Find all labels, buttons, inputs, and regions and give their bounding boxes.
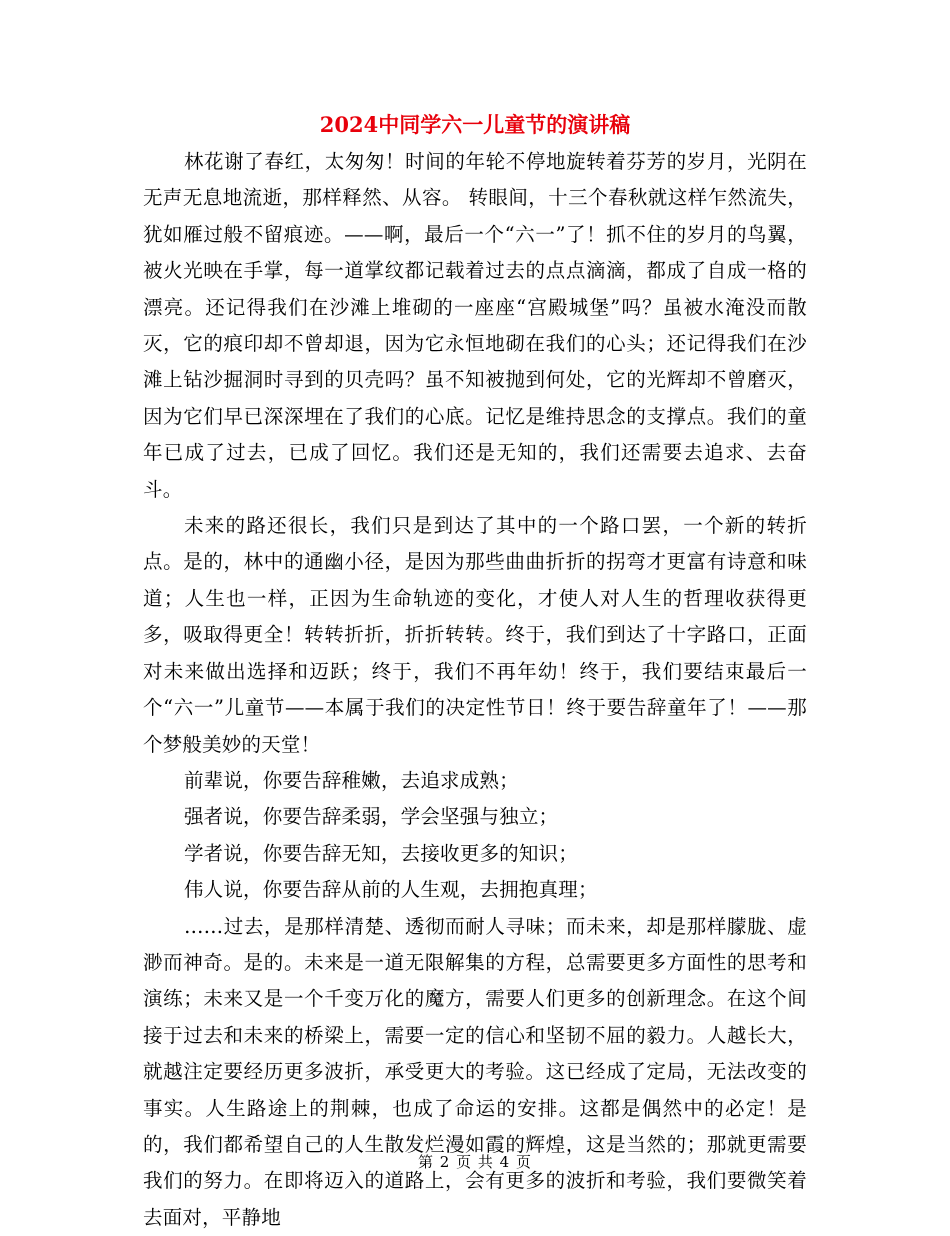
document-title: 2024中同学六一儿童节的演讲稿 [319,112,631,137]
paragraph: 未来的路还很长，我们只是到达了其中的一个路口罢，一个新的转折点。是的，林中的通幽小径，是因为那些曲曲折折的拐弯才更富有诗意和味道；人生也一样，正因为生命轨迹的变化，才使人对人生的哲理收获得更多，吸取得更全！转转折折，折折转转。终于，我们到达了十字路口，正面对未来做出选择和迈跃；终于，我们不再年幼！终于，我们要结束最后一个“六一”儿童节——本属于我们的决定性节日！终于要告辞童年了！——那个梦般美妙的天堂！ [143,514,807,756]
paragraph: 强者说，你要告辞柔弱，学会坚强与独立； [183,805,559,829]
paragraph: 伟人说，你要告辞从前的人生观，去拥抱真理； [183,878,598,902]
paragraph: 林花谢了春红，太匆匆！时间的年轮不停地旋转着芬芳的岁月，光阴在无声无息地流逝，那样释然、从容。 转眼间，十三个春秋就这样乍然流失，犹如雁过般不留痕迹。——啊，最后一个“六一”了！抓不住的岁月的鸟翼，被火光映在手掌，每一道掌纹都记载着过去的点点滴滴，都成了自成一格的漂亮。还记得我们在沙滩上堆砌的一座座“宫殿城堡”吗？虽被水淹没而散灭，它的痕印却不曾却退，因为它永恒地砌在我们的心头；还记得我们在沙滩上钻沙掘洞时寻到的贝壳吗？虽不知被抛到何处，它的光辉却不曾磨灭，因为它们早已深深埋在了我们的心底。记忆是维持思念的支撑点。我们的童年已成了过去，已成了回忆。我们还是无知的，我们还需要去追求、去奋斗。 [143,150,807,501]
page-number-footer: 第 2 页 共 4 页 [418,1153,532,1171]
document-body [143,144,807,1236]
paragraph: 学者说，你要告辞无知，去接收更多的知识； [183,841,578,865]
paragraph: ……过去，是那样清楚、透彻而耐人寻味；而未来，却是那样朦胧、虚渺而神奇。是的。未来是一道无限解集的方程，总需要更多方面性的思考和演练；未来又是一个千变万化的魔方，需要人们更多的创新理念。在这个间接于过去和未来的桥梁上，需要一定的信心和坚韧不屈的毅力。人越长大，就越注定要经历更多波折，承受更大的考验。这已经成了定局，无法改变的事实。人生路途上的荆棘，也成了命运的安排。这都是偶然中的必定！是的，我们都希望自己的人生散发烂漫如霞的辉煌，这是当然的；那就更需要我们的努力。在即将迈入的道路上，会有更多的波折和考验，我们要微笑着去面对，平静地 [143,914,807,1229]
paragraph: 前辈说，你要告辞稚嫩，去追求成熟； [183,768,519,792]
